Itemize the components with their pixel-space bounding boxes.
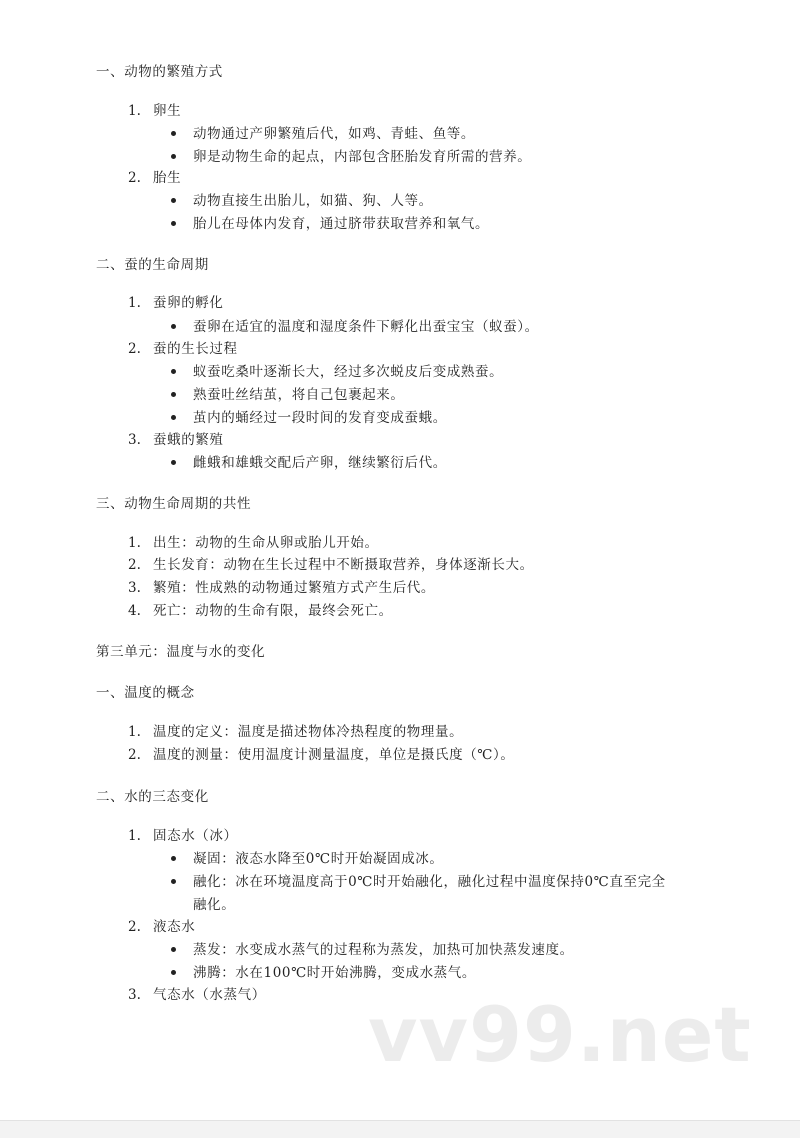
list-number: 1. [128, 535, 141, 551]
section-heading: 二、水的三态变化 [96, 789, 209, 805]
bullet-icon [171, 198, 176, 203]
list-item: 卵生 [153, 103, 182, 119]
bullet-icon [171, 324, 176, 329]
bullet-icon [171, 369, 176, 374]
bullet-text: 动物通过产卵繁殖后代，如鸡、青蛙、鱼等。 [193, 126, 475, 142]
bullet-text: 凝固：液态水降至0℃时开始凝固成冰。 [193, 851, 444, 867]
list-number: 1. [128, 103, 141, 119]
bullet-text: 卵是动物生命的起点，内部包含胚胎发育所需的营养。 [193, 149, 532, 165]
bullet-text: 胎儿在母体内发育，通过脐带获取营养和氧气。 [193, 216, 490, 232]
list-item: 出生：动物的生命从卵或胎儿开始。 [153, 535, 379, 551]
list-item: 死亡：动物的生命有限，最终会死亡。 [153, 603, 393, 619]
bullet-icon [171, 415, 176, 420]
list-item: 胎生 [153, 170, 182, 186]
list-number: 1. [128, 724, 141, 740]
list-number: 1. [128, 828, 141, 844]
section-heading: 一、动物的繁殖方式 [96, 64, 223, 80]
list-item: 生长发育：动物在生长过程中不断摄取营养，身体逐渐长大。 [153, 557, 534, 573]
section-heading: 二、蚕的生命周期 [96, 257, 209, 273]
unit-heading: 第三单元：温度与水的变化 [96, 644, 266, 660]
bullet-text: 蚕卵在适宜的温度和湿度条件下孵化出蚕宝宝（蚁蚕）。 [193, 319, 539, 335]
list-number: 2. [128, 919, 141, 935]
bullet-icon [171, 392, 176, 397]
bullet-text: 蚁蚕吃桑叶逐渐长大，经过多次蜕皮后变成熟蚕。 [193, 364, 504, 380]
list-number: 1. [128, 295, 141, 311]
bullet-icon [171, 131, 176, 136]
list-number: 2. [128, 747, 141, 763]
bullet-text: 雌蛾和雄蛾交配后产卵，继续繁衍后代。 [193, 455, 447, 471]
list-number: 2. [128, 557, 141, 573]
watermark: vv99.net [368, 990, 752, 1079]
list-item: 蚕的生长过程 [153, 341, 238, 357]
viewer-bottom-bar [0, 1120, 800, 1138]
bullet-icon [171, 879, 176, 884]
list-number: 2. [128, 341, 141, 357]
bullet-text: 融化：冰在环境温度高于0℃时开始融化，融化过程中温度保持0℃直至完全 [193, 874, 666, 890]
section-heading: 三、动物生命周期的共性 [96, 496, 252, 512]
bullet-icon [171, 460, 176, 465]
bullet-text: 蒸发：水变成水蒸气的过程称为蒸发，加热可加快蒸发速度。 [193, 942, 574, 958]
bullet-text: 动物直接生出胎儿，如猫、狗、人等。 [193, 193, 433, 209]
list-number: 3. [128, 580, 141, 596]
list-number: 4. [128, 603, 141, 619]
bullet-text: 沸腾：水在100℃时开始沸腾，变成水蒸气。 [193, 965, 476, 981]
bullet-text-continued: 融化。 [193, 897, 236, 913]
list-number: 3. [128, 432, 141, 448]
bullet-icon [171, 154, 176, 159]
list-item: 繁殖：性成熟的动物通过繁殖方式产生后代。 [153, 580, 435, 596]
list-item: 蚕蛾的繁殖 [153, 432, 224, 448]
bullet-text: 熟蚕吐丝结茧，将自己包裹起来。 [193, 387, 405, 403]
list-item: 蚕卵的孵化 [153, 295, 224, 311]
bullet-icon [171, 856, 176, 861]
bullet-icon [171, 221, 176, 226]
bullet-icon [171, 947, 176, 952]
list-number: 3. [128, 987, 141, 1003]
list-number: 2. [128, 170, 141, 186]
list-item: 温度的测量：使用温度计测量温度，单位是摄氏度（℃）。 [153, 747, 515, 763]
list-item: 液态水 [153, 919, 196, 935]
bullet-text: 茧内的蛹经过一段时间的发育变成蚕蛾。 [193, 410, 447, 426]
list-item: 气态水（水蒸气） [153, 987, 266, 1003]
section-heading: 一、温度的概念 [96, 685, 195, 701]
bullet-icon [171, 970, 176, 975]
list-item: 温度的定义：温度是描述物体冷热程度的物理量。 [153, 724, 464, 740]
list-item: 固态水（冰） [153, 828, 238, 844]
